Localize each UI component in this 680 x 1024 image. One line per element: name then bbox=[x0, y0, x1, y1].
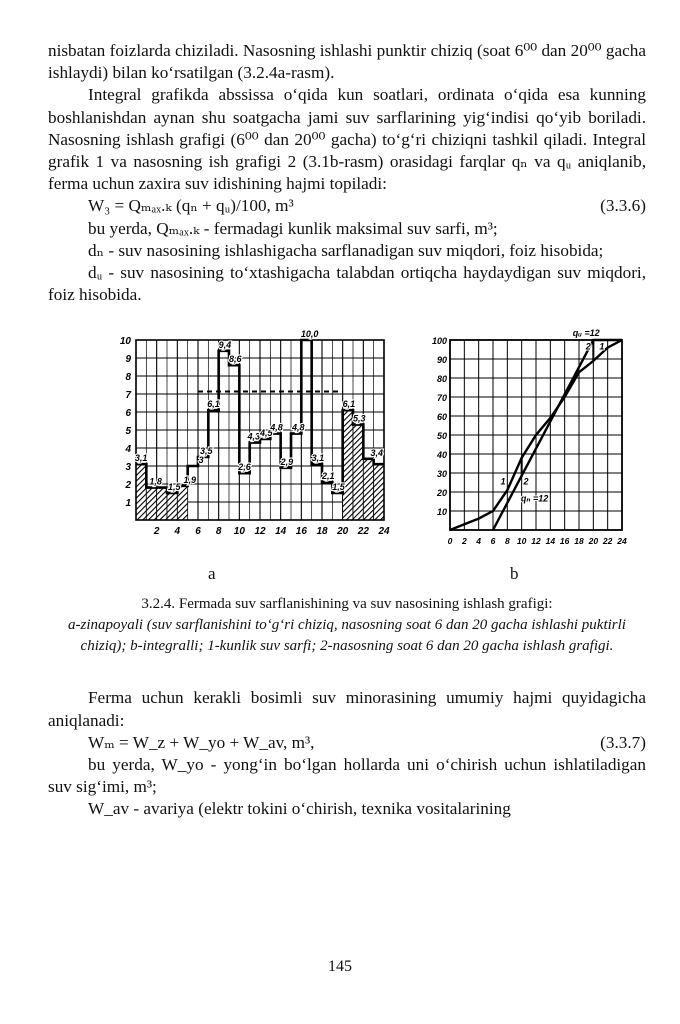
data-label: 6,1 bbox=[342, 399, 356, 410]
x-tick-label: 0 bbox=[447, 536, 453, 547]
hatched-bar bbox=[167, 493, 177, 520]
data-label: 3,1 bbox=[134, 453, 148, 464]
paragraph-8: W_av - avariya (elektr tokini o‘chirish, texnika vositalarining bbox=[88, 799, 511, 819]
hatched-bar bbox=[374, 465, 384, 521]
caption-description: a-zinapoyali (suv sarflanishini to‘g‘ri chiziq, nasosning soat 6 dan 20 gacha ishlashi puktirli chiziq); b-integralli; 1-kunlik suv sarfi; 2-nasosning soat 6 dan 20 gacha ishlash grafigi. bbox=[68, 617, 626, 655]
data-label: 1,8 bbox=[149, 477, 162, 488]
data-label: 3,4 bbox=[370, 448, 384, 459]
formula-number: (3.3.7) bbox=[600, 732, 646, 752]
x-tick-label: 18 bbox=[316, 526, 328, 538]
page-number: 145 bbox=[328, 958, 352, 975]
x-tick-label: 22 bbox=[602, 536, 613, 547]
data-label: 4,8 bbox=[291, 423, 305, 434]
paragraph-4: dₙ - suv nasosining ishlashigacha sarflanadigan suv miqdori, foiz hisobida; bbox=[88, 240, 604, 260]
x-tick-label: 8 bbox=[215, 526, 222, 538]
y-tick-label: 3 bbox=[125, 462, 131, 474]
formula-number: (3.3.6) bbox=[600, 196, 646, 216]
data-label: 4,8 bbox=[270, 423, 283, 434]
x-tick-label: 16 bbox=[559, 536, 570, 547]
y-tick-label: 5 bbox=[125, 426, 131, 438]
data-label: 2,9 bbox=[280, 457, 294, 468]
y-tick-label: 10 bbox=[119, 336, 131, 348]
annotation-label: 1 bbox=[500, 476, 506, 487]
y-tick-label: 40 bbox=[436, 450, 447, 461]
x-tick-label: 2 bbox=[153, 526, 160, 538]
hatched-bar bbox=[343, 411, 353, 521]
data-label: 1,9 bbox=[183, 475, 196, 486]
annotation-label: 2 bbox=[523, 476, 529, 487]
x-tick-label: 2 bbox=[461, 536, 467, 547]
caption-title: 3.2.4. Fermada suv sarflanishining va suv nasosining ishlash grafigi: bbox=[141, 596, 553, 613]
paragraph-5: dᵤ - suv nasosining to‘xtashigacha talabdan ortiqcha haydaydigan suv miqdori, foiz hisobida. bbox=[48, 263, 646, 305]
x-tick-label: 20 bbox=[337, 526, 349, 538]
integral-consumption-chart bbox=[420, 312, 630, 562]
y-tick-label: 30 bbox=[436, 469, 447, 480]
data-label: 2,6 bbox=[238, 462, 251, 473]
y-tick-label: 4 bbox=[125, 444, 131, 456]
x-tick-label: 4 bbox=[476, 536, 482, 547]
y-tick-label: 20 bbox=[436, 488, 447, 499]
y-tick-label: 10 bbox=[436, 507, 447, 518]
y-tick-label: 60 bbox=[436, 412, 447, 423]
annotation-label: 2 bbox=[585, 341, 591, 352]
hatched-bar bbox=[363, 459, 373, 520]
x-tick-label: 6 bbox=[195, 526, 201, 538]
x-tick-label: 12 bbox=[531, 536, 541, 547]
data-label: 3,1 bbox=[311, 453, 325, 464]
y-tick-label: 70 bbox=[436, 393, 447, 404]
figure-caption bbox=[48, 594, 646, 657]
x-tick-label: 4 bbox=[174, 526, 181, 538]
data-label: 1,5 bbox=[167, 482, 181, 493]
data-label: 9,4 bbox=[218, 340, 232, 351]
annotation-label: qᵤ =12 bbox=[572, 328, 600, 339]
formula-3-3-6 bbox=[48, 195, 646, 217]
annotation-label: qₙ =12 bbox=[520, 493, 549, 504]
paragraph-6: Ferma uchun kerakli bosimli suv minorasining umumiy hajmi quyidagicha aniqlanadi: bbox=[48, 688, 646, 730]
paragraph-1: nisbatan foizlarda chiziladi. Nasosning ishlashi punktir chiziq (soat 6⁰⁰ dan 20⁰⁰ gacha ishlaydi) bilan ko‘rsatilgan (3.2.4a-rasm). bbox=[48, 41, 646, 83]
page-content bbox=[48, 40, 646, 821]
x-tick-label: 16 bbox=[295, 526, 307, 538]
annotation-label: 1 bbox=[599, 341, 605, 352]
formula-3-3-7 bbox=[48, 732, 646, 754]
x-tick-label: 12 bbox=[254, 526, 266, 538]
figure-label-b: b bbox=[510, 564, 519, 584]
data-label: 10,0 bbox=[300, 329, 319, 340]
x-tick-label: 24 bbox=[378, 526, 390, 538]
y-tick-label: 90 bbox=[436, 355, 447, 366]
x-tick-label: 18 bbox=[574, 536, 584, 547]
data-label: 3 bbox=[198, 455, 204, 466]
paragraph-3: bu yerda, Qₘₐₓ.ₖ - fermadagi kunlik maksimal suv sarfi, m³; bbox=[88, 218, 498, 238]
paragraph-7: bu yerda, W_yo - yong‘in bo‘lgan hollarda uni o‘chirish uchun ishlatiladigan suv sig‘imi, m³; bbox=[48, 755, 646, 797]
y-tick-label: 100 bbox=[431, 336, 447, 347]
x-tick-label: 14 bbox=[545, 536, 556, 547]
stepped-consumption-chart bbox=[110, 320, 410, 552]
x-tick-label: 24 bbox=[617, 536, 627, 547]
x-tick-label: 22 bbox=[357, 526, 369, 538]
y-tick-label: 9 bbox=[125, 354, 131, 366]
formula-expression: W₃ = Qₘₐₓ.ₖ (qₙ + qᵤ)/100, m³ bbox=[88, 196, 294, 216]
figure-3-2-4 bbox=[48, 320, 646, 590]
x-tick-label: 20 bbox=[588, 536, 599, 547]
data-label: 3,5 bbox=[200, 446, 213, 457]
hatched-bar bbox=[157, 488, 167, 520]
figure-label-a: a bbox=[208, 564, 216, 584]
x-tick-label: 10 bbox=[233, 526, 245, 538]
x-tick-label: 14 bbox=[275, 526, 287, 538]
data-label: 8,6 bbox=[228, 354, 242, 365]
y-tick-label: 50 bbox=[436, 431, 447, 442]
hatched-bar bbox=[146, 488, 156, 520]
y-tick-label: 8 bbox=[125, 372, 131, 384]
data-label: 4,5 bbox=[259, 428, 273, 439]
data-label: 1,5 bbox=[332, 482, 345, 493]
x-tick-label: 6 bbox=[490, 536, 496, 547]
data-label: 2,1 bbox=[321, 471, 335, 482]
formula-expression: Wₘ = W_z + W_yo + W_av, m³, bbox=[88, 732, 315, 752]
hatched-bar bbox=[136, 465, 146, 521]
y-tick-label: 7 bbox=[125, 390, 131, 402]
x-tick-label: 10 bbox=[516, 536, 527, 547]
data-label: 4,3 bbox=[247, 432, 261, 443]
data-label: 5,3 bbox=[352, 414, 366, 425]
y-tick-label: 1 bbox=[125, 498, 131, 510]
y-tick-label: 6 bbox=[125, 408, 131, 420]
data-label: 6,1 bbox=[207, 399, 220, 410]
y-tick-label: 2 bbox=[125, 480, 131, 492]
paragraph-2: Integral grafikda abssissa o‘qida kun soatlari, ordinata o‘qida esa kunning boshlanishdan aynan shu soatgacha jami suv sarflarining yig‘indisi qo‘yib boriladi. Nasosning ishlash grafigi (6⁰⁰ dan 20⁰⁰ gacha) to‘g‘ri chiziqni tashkil qiladi. Integral grafik 1 va nasosning ish grafigi 2 (3.1b-rasm) orasidagi farqlar qₙ va qᵤ aniqlanib, ferma uchun zaxira suv idishining hajmi topiladi: bbox=[48, 85, 646, 194]
x-tick-label: 8 bbox=[504, 536, 510, 547]
hatched-bar bbox=[353, 425, 363, 520]
y-tick-label: 80 bbox=[436, 374, 447, 385]
